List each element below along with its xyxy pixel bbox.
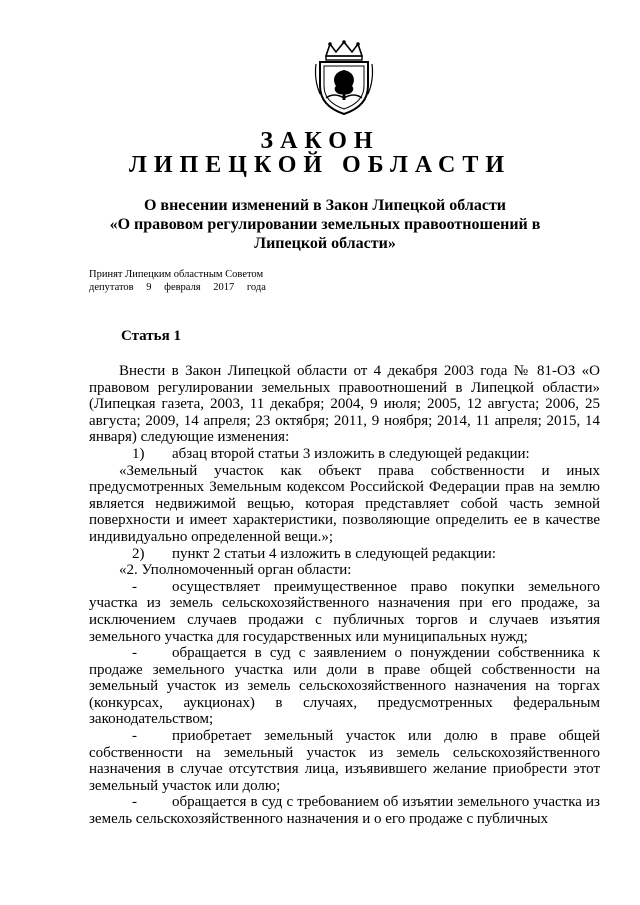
dash-item [89,579,600,645]
adoption-year: 2017 [213,282,235,293]
dash-marker: - [132,578,137,595]
quoted-text: «Земельный участок как объект права собственности и иных предусмотренных Земельным кодексом Российской Федерации прав на землю является недвижимой вещью, которая представляет собой часть земной поверхности и имеет характеристики, позволяющие определить ее в качестве индивидуально определенной вещи.»; [89,462,600,545]
dash-item-text: осуществляет преимущественное право покупки земельного участка из земель сельскохозяйственного назначения при его продаже, за исключением случаев продажи с публичных торгов и случаев изъятия земельного участка для государственных или муниципальных нужд; [89,578,600,645]
dash-marker: - [132,794,137,811]
article-intro: Внести в Закон Липецкой области от 4 декабря 2003 года № 81-ОЗ «О правовом регулировании земельных правоотношений в Липецкой области» (Липецкая газета, 2003, 11 декабря; 2004, 9 июля; 2005, 12 августа; 2006, 25 августа; 2009, 14 апреля; 23 октября; 2011, 9 ноября; 2014, 11 апреля; 2015, 14 января) следующие изменения: [89,363,600,446]
law-subtitle [90,196,560,253]
adoption-month: февраля [164,282,201,293]
quoted-text: «2. Уполномоченный орган области: [119,562,352,579]
law-region: ЛИПЕЦКОЙ ОБЛАСТИ [129,152,511,178]
subtitle-line: Липецкой области» [254,235,396,252]
adoption-line-2 [89,281,276,294]
list-marker: 2) [132,545,145,562]
dash-item-text: обращается в суд с заявлением о понуждении собственника к продаже земельного участка или доли в праве общей собственности на земельный участок из земель сельскохозяйственного назначения на торгах (конкурсах, аукционах) в случаях, предусмотренных федеральным законодательством; [89,645,600,728]
article-body [89,363,600,828]
adoption-line-1: Принят Липецким областным Советом [89,269,264,280]
dash-item [89,794,600,827]
dash-marker: - [132,645,137,662]
list-item-text: пункт 2 статьи 4 изложить в следующей редакции: [172,545,496,562]
list-item [89,546,600,563]
adoption-day: 9 [146,282,152,293]
list-item [89,446,600,463]
subtitle-line: «О правовом регулировании земельных правоотношений в [109,216,541,233]
list-item-text: абзац второй статьи 3 изложить в следующей редакции: [172,445,530,462]
list-marker: 1) [132,445,145,462]
dash-item-text: обращается в суд с требованием об изъятии земельного участка из земель сельскохозяйственного назначения и о его продаже с публичных [89,794,600,828]
dash-item-text: приобретает земельный участок или долю в праве общей собственности на земельный участок из земель сельскохозяйственного назначения в случае отсутствия лица, изъявившего желание приобрести этот земельный участок или долю; [89,728,600,794]
adoption-word: депутатов [89,282,134,293]
dash-item [89,728,600,794]
adoption-year-word: года [246,282,266,293]
article-heading: Статья 1 [121,328,181,344]
law-title: ЗАКОН [260,128,380,154]
adoption-note [89,268,276,294]
subtitle-line: О внесении изменений в Закон Липецкой области [143,197,507,214]
dash-marker: - [132,728,137,745]
coat-of-arms-emblem [312,40,376,116]
dash-item [89,645,600,728]
